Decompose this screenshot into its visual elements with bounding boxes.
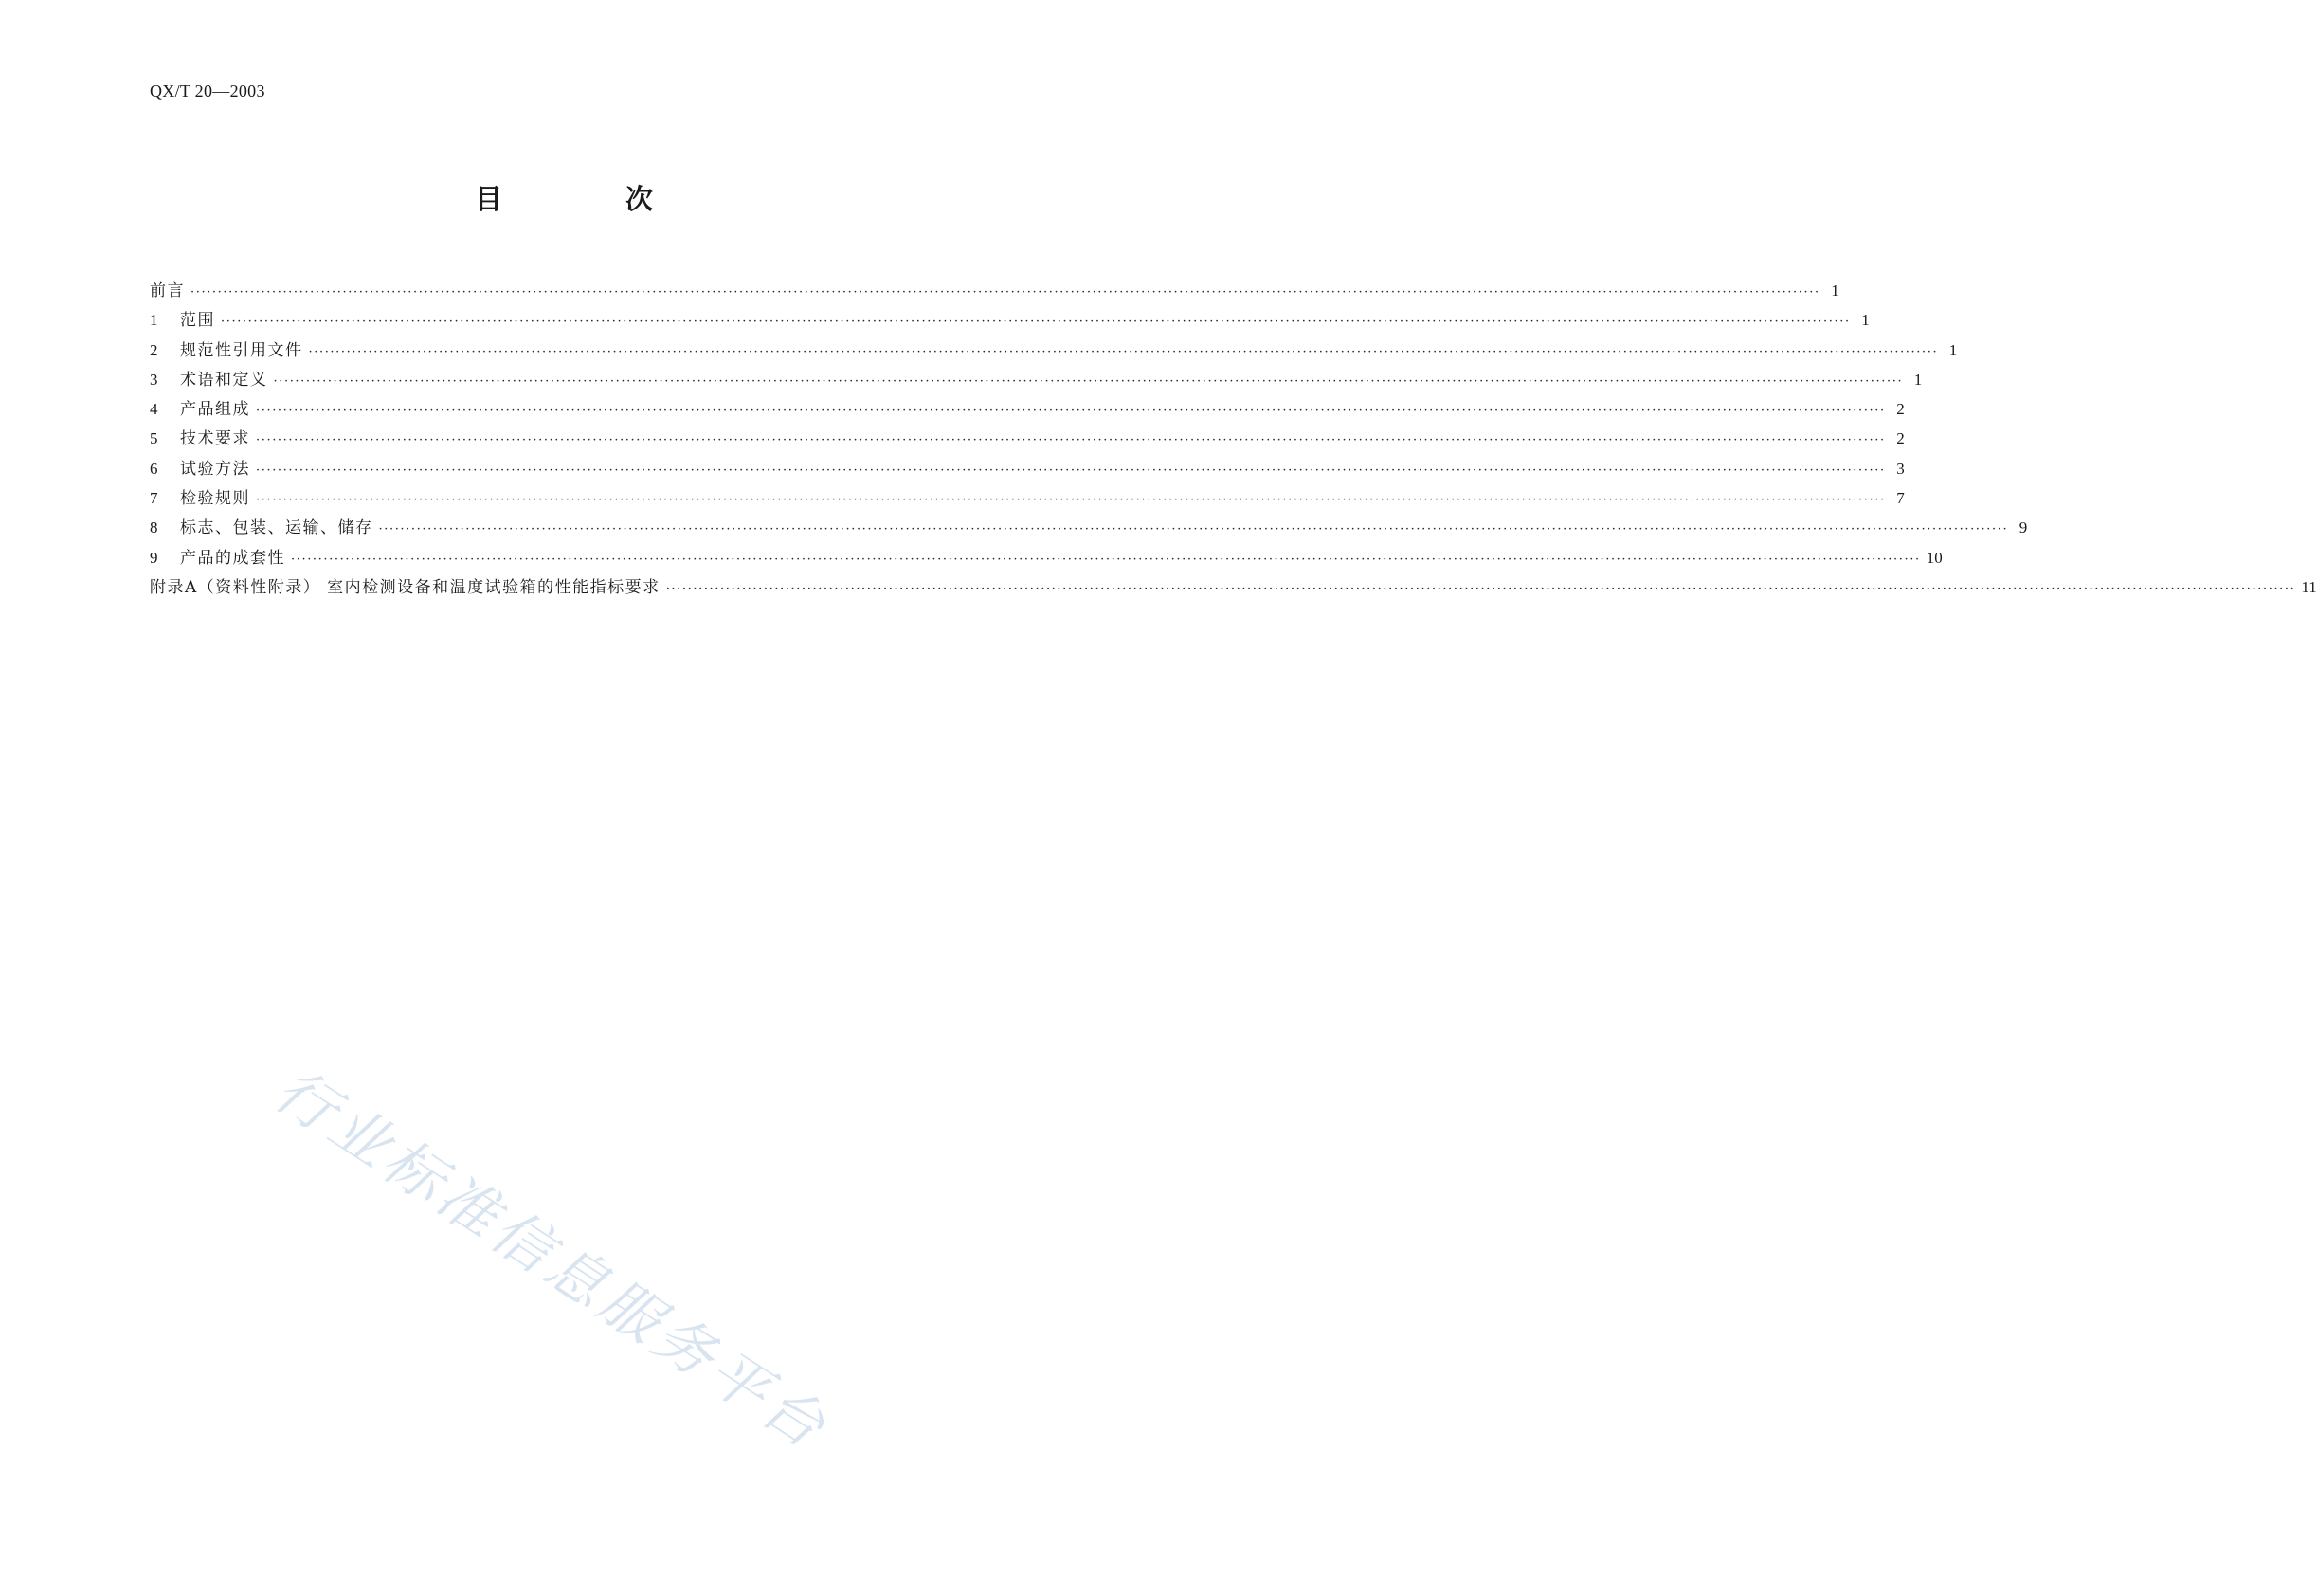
toc-entry-6[interactable]: [150, 455, 1905, 484]
toc-entry-page: 9: [2018, 518, 2028, 537]
toc-entry-page: 7: [1896, 489, 1905, 508]
toc-leader-dots: ············································································································································································································································································································: [256, 404, 1886, 419]
toc-entry-number: 3: [150, 370, 158, 389]
toc-leader-dots: ············································································································································································································································································································: [273, 373, 1904, 389]
toc-entry-page: 1: [1831, 281, 1839, 299]
toc-leader-dots: ············································································································································································································································································································: [256, 493, 1886, 508]
toc-entry-number: 8: [150, 518, 158, 537]
toc-entry-page: 3: [1896, 459, 1905, 478]
toc-entry-page: 2: [1896, 429, 1905, 448]
toc-entry-label: 产品组成: [180, 400, 250, 420]
toc-entry-page: 11: [2301, 577, 2317, 596]
toc-leader-dots: ············································································································································································································································································································: [378, 522, 2009, 537]
toc-entry-preface[interactable]: [150, 277, 1839, 306]
toc-entry-9[interactable]: [150, 544, 1943, 573]
page-title: 目 次: [474, 183, 711, 215]
toc-entry-appendix-a[interactable]: [150, 573, 2317, 603]
toc-entry-number: 7: [150, 489, 158, 508]
toc-entry-label: 产品的成套性: [180, 548, 285, 568]
table-of-contents: [150, 277, 2317, 603]
toc-entry-1[interactable]: [150, 306, 1870, 336]
toc-entry-label: 术语和定义: [180, 370, 268, 390]
toc-entry-8[interactable]: [150, 514, 2028, 543]
toc-entry-page: 1: [1861, 311, 1870, 330]
toc-entry-number: 4: [150, 400, 158, 419]
toc-entry-page: 1: [1948, 340, 1958, 359]
toc-entry-label: 前言: [150, 281, 185, 300]
toc-entry-label: 试验方法: [180, 459, 250, 479]
toc-leader-dots: ············································································································································································································································································································: [256, 462, 1886, 478]
toc-entry-number: 1: [150, 311, 158, 330]
toc-entry-7[interactable]: [150, 484, 1905, 514]
toc-leader-dots: ············································································································································································································································································································: [221, 315, 1851, 330]
toc-entry-page: 1: [1913, 370, 1923, 389]
toc-leader-dots: ············································································································································································································································································································: [190, 285, 1820, 299]
standard-code: QX/T 20—2003: [150, 82, 265, 100]
toc-entry-3[interactable]: [150, 366, 1923, 395]
toc-entry-label: 规范性引用文件: [180, 340, 303, 360]
toc-leader-dots: ············································································································································································································································································································: [291, 552, 1921, 567]
toc-entry-number: 5: [150, 429, 158, 448]
toc-entry-2[interactable]: [150, 336, 1958, 366]
toc-entry-label: 附录A（资料性附录） 室内检测设备和温度试验箱的性能指标要求: [150, 577, 661, 597]
toc-entry-label: 标志、包装、运输、储存: [180, 518, 373, 538]
toc-entry-5[interactable]: [150, 425, 1905, 454]
toc-entry-number: 6: [150, 459, 158, 478]
toc-entry-number: 2: [150, 340, 158, 359]
toc-entry-label: 检验规则: [180, 489, 250, 509]
toc-entry-label: 范围: [180, 311, 215, 331]
toc-leader-dots: ············································································································································································································································································································: [256, 433, 1886, 448]
toc-entry-4[interactable]: [150, 395, 1905, 425]
watermark-text: 行业标准信息服务平台: [262, 1055, 842, 1464]
toc-entry-label: 技术要求: [180, 429, 250, 449]
toc-leader-dots: ············································································································································································································································································································: [665, 581, 2296, 596]
toc-entry-page: 10: [1926, 548, 1943, 567]
toc-leader-dots: ············································································································································································································································································································: [308, 344, 1939, 359]
toc-entry-number: 9: [150, 548, 158, 567]
toc-entry-page: 2: [1896, 400, 1905, 419]
